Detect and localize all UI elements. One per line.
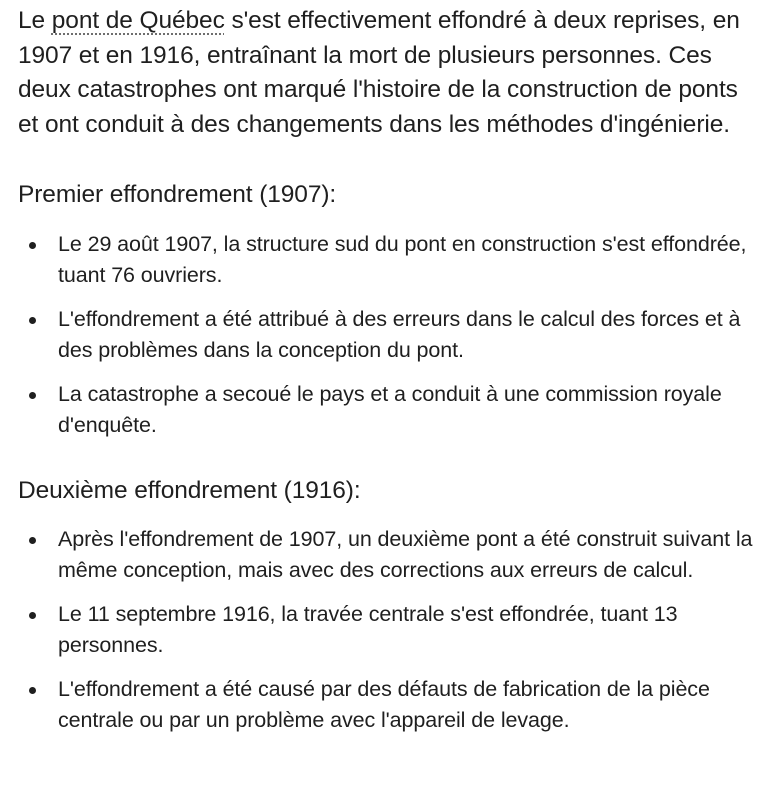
intro-paragraph	[18, 4, 758, 142]
bullet-icon	[29, 317, 36, 324]
list-item	[18, 229, 758, 291]
list-item-text: Le 11 septembre 1916, la travée centrale s'est effondrée, tuant 13 personnes.	[58, 602, 678, 657]
section-heading-1916: Deuxième effondrement (1916):	[18, 477, 361, 504]
bullet-icon	[29, 242, 36, 249]
response-body	[18, 4, 758, 749]
bullet-list-1916	[18, 524, 758, 736]
pont-de-quebec-link[interactable]: pont de Québec	[51, 7, 225, 34]
list-item	[18, 524, 758, 586]
list-item-text: L'effondrement a été causé par des défauts de fabrication de la pièce centrale ou par un problème avec l'appareil de levage.	[58, 677, 710, 732]
intro-prefix: Le	[18, 7, 52, 34]
list-item	[18, 304, 758, 366]
list-item-text: L'effondrement a été attribué à des erreurs dans le calcul des forces et à des problèmes dans la conception du pont.	[58, 307, 741, 362]
list-item	[18, 379, 758, 441]
list-item	[18, 599, 758, 661]
section-heading-1907: Premier effondrement (1907):	[18, 181, 337, 208]
list-item-text: La catastrophe a secoué le pays et a conduit à une commission royale d'enquête.	[58, 382, 722, 437]
list-item	[18, 674, 758, 736]
list-item-text: Le 29 août 1907, la structure sud du pont en construction s'est effondrée, tuant 76 ouvriers.	[58, 232, 747, 287]
bullet-icon	[29, 537, 36, 544]
bullet-icon	[29, 687, 36, 694]
intro-text: s'est effectivement effondré à deux reprises, en 1907 et en 1916, entraînant la mort de plusieurs personnes. Ces deux catastrophes ont marqué l'histoire de la construction de ponts et ont conduit à des changements dans les méthodes d'ingénierie.	[18, 7, 740, 138]
list-item-text: Après l'effondrement de 1907, un deuxième pont a été construit suivant la même conception, mais avec des corrections aux erreurs de calcul.	[58, 527, 753, 582]
bullet-list-1907	[18, 229, 758, 441]
bullet-icon	[29, 392, 36, 399]
bullet-icon	[29, 612, 36, 619]
